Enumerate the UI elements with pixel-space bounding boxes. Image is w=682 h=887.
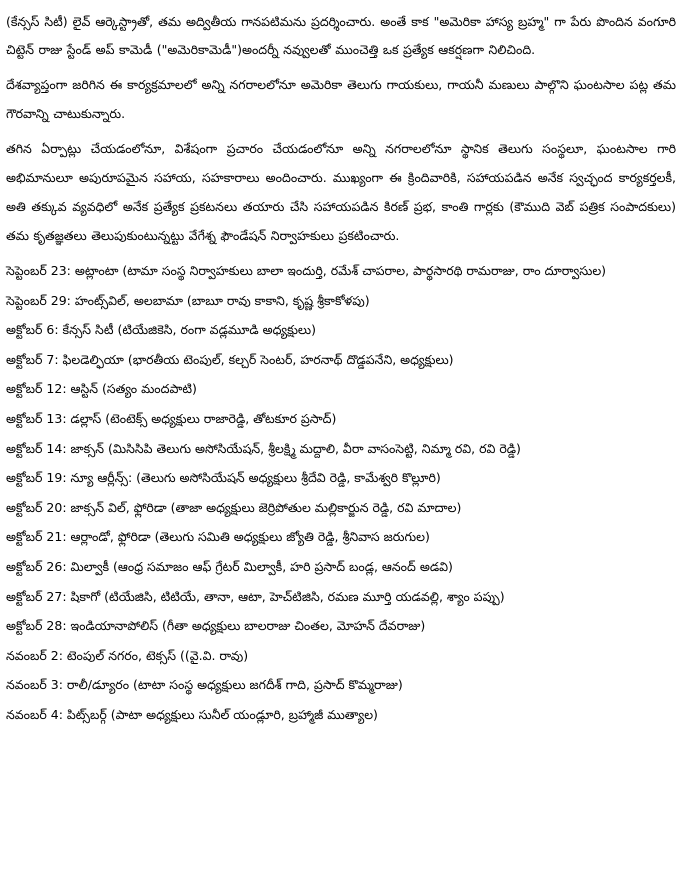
event-entry-dallas: అక్టోబర్ 13: డల్లాస్ (టెంటెక్స్ అధ్యక్షులు రాజారెడ్డి, తోటకూర ప్రసాద్) (6, 410, 337, 426)
paragraph-nationwide-participation: దేశవ్యాప్తంగా జరిగిన ఈ కార్యక్రమాలలో అన్ని నగరాలలోనూ అమెరికా తెలుగు గాయకులు, గాయనీ మణులు పాల్గొని ఘంటసాల పట్ల తమ గౌరవాన్ని చాటుకున్నారు. (6, 77, 676, 121)
event-entry-philadelphia: అక్టోబర్ 7: ఫిలడెల్ఫియా (భారతీయ టెంపుల్, కల్చర్ సెంటర్, హరనాథ్ దొడ్డపనేని, అధ్యక్షులు) (6, 351, 454, 367)
event-entry-new-orleans: అక్టోబర్ 19: న్యూ ఆర్లీన్స్: (తెలుగు అసోసియేషన్ అధ్యక్షులు శ్రీదేవి రెడ్డి, కామేశ్వరి కొల్లూరి) (6, 470, 441, 486)
event-entry-raleigh-durham: నవంబర్ 3: రాలీ/డ్యూరం (టాటా సంస్థ అధ్యక్షులు జగదీశ్ గాది, ప్రసాద్ కొమ్మరాజు) (6, 677, 403, 693)
event-entry-pittsburgh: నవంబర్ 4: పిట్స్‌బర్గ్ (పాటా అధ్యక్షులు సునీల్ యండ్లూరి, బ్రహ్మాజీ ముత్యాల) (6, 706, 378, 722)
event-entry-kansas-city: అక్టోబర్ 6: కేన్సస్ సిటీ (టియేజికెసి, రంగా వడ్లమూడి అధ్యక్షులు) (6, 322, 316, 338)
event-entry-jackson: అక్టోబర్ 14: జాక్సన్ (మిసిసిపి తెలుగు అసోసియేషన్, శ్రీలక్ష్మి మద్దాలి, వీరా వాసంసెట్టి, నిమ్మా రవి, రవి రెడ్డి) (6, 440, 521, 456)
event-entry-huntsville: సెప్టెంబర్ 29: హంట్స్‌విల్, అలబామా (బాబూ రావు కాకాని, కృష్ణ శ్రీకాకోళపు) (6, 292, 370, 308)
paragraph-concert-highlights: (కేన్సస్ సిటీ) లైవ్ ఆర్కెస్ట్రాతో, తమ అద్వితీయ గానపటిమను ప్రదర్శించారు. అంతే కాక "అమెరికా హాస్య బ్రహ్మ" గా పేరు పొందిన వంగూరి చిట్టెన్ రాజు స్టేండ్ అప్ కామెడీ ("అమెరికామెడీ")అందర్నీ నవ్వులతో ముంచెత్తి ఒక ప్రత్యేక ఆకర్షణగా నిలిచింది. (6, 14, 676, 57)
event-entry-indianapolis: అక్టోబర్ 28: ఇండియానాపోలిస్ (గీతా అధ్యక్షులు బాలరాజు చింతల, మోహన్ దేవరాజు) (6, 618, 426, 634)
event-entry-orlando: అక్టోబర్ 21: ఆర్లాండో, ఫ్లోరిడా (తెలుగు సమితి అధ్యక్షులు జ్యోతి రెడ్డి, శ్రీనివాస జరుగుల) (6, 529, 430, 545)
event-schedule-list (6, 256, 676, 730)
event-entry-chicago: అక్టోబర్ 27: షికాగో (టియేజిసి, టిటియే, తానా, ఆటా, హెచ్‌టిజిసి, రమణ మూర్తి యడవల్లి, శ్యాం పప్పు) (6, 588, 505, 604)
event-entry-milwaukee: అక్టోబర్ 26: మిల్వాకీ (ఆంధ్ర సమాజం ఆఫ్ గ్రేటర్ మిల్వాకీ, హరి ప్రసాద్ బండ్ల, ఆనంద్ అడవి) (6, 558, 453, 574)
event-entry-temple: నవంబర్ 2: టెంపుల్ నగరం, టెక్సస్ ((వై.వి. రావు) (6, 647, 249, 663)
paragraph-acknowledgements: తగిన ఏర్పాట్లు చేయడంలోనూ, విశేషంగా ప్రచారం చేయడంలోనూ అన్ని నగరాలలోనూ స్థానిక తెలుగు సంస్థలూ, ఘంటసాల గారి అభిమానులూ అపురూపమైన సహాయ, సహకారాలు అందించారు. ముఖ్యంగా ఈ క్రిందివారికి, సహాయపడిన అనేక స్వచ్ఛంద కార్యకర్తలకీ, అతి తక్కువ వ్యవధిలో అనేక ప్రత్యేక ప్రకటనలు తయారు చేసి సహాయపడిన కిరణ్ ప్రభ, కాంతి గార్లకు (కౌముది వెబ్ పత్రిక సంపాదకులు) తమ కృతజ్ఞతలు తెలుపుకుంటున్నట్టు వేగేశ్న ఫౌండేషన్ నిర్వాహకులు ప్రకటించారు. (6, 141, 676, 243)
event-entry-jacksonville: అక్టోబర్ 20: జాక్సన్ విల్, ఫ్లోరిడా (తాజా అధ్యక్షులు జెర్రిపోతుల మల్లికార్జున రెడ్డి, రవి మాదాల) (6, 499, 462, 515)
event-entry-atlanta: సెప్టెంబర్ 23: అట్లాంటా (టామా సంస్థ నిర్వాహకులు బాలా ఇందుర్తి, రమేశ్ చాపరాల, పార్థసారథి రామరాజు, రాం దూర్వాసుల) (6, 263, 607, 278)
event-entry-austin: అక్టోబర్ 12: ఆస్టిన్ (సత్యం మందపాటి) (6, 381, 197, 397)
